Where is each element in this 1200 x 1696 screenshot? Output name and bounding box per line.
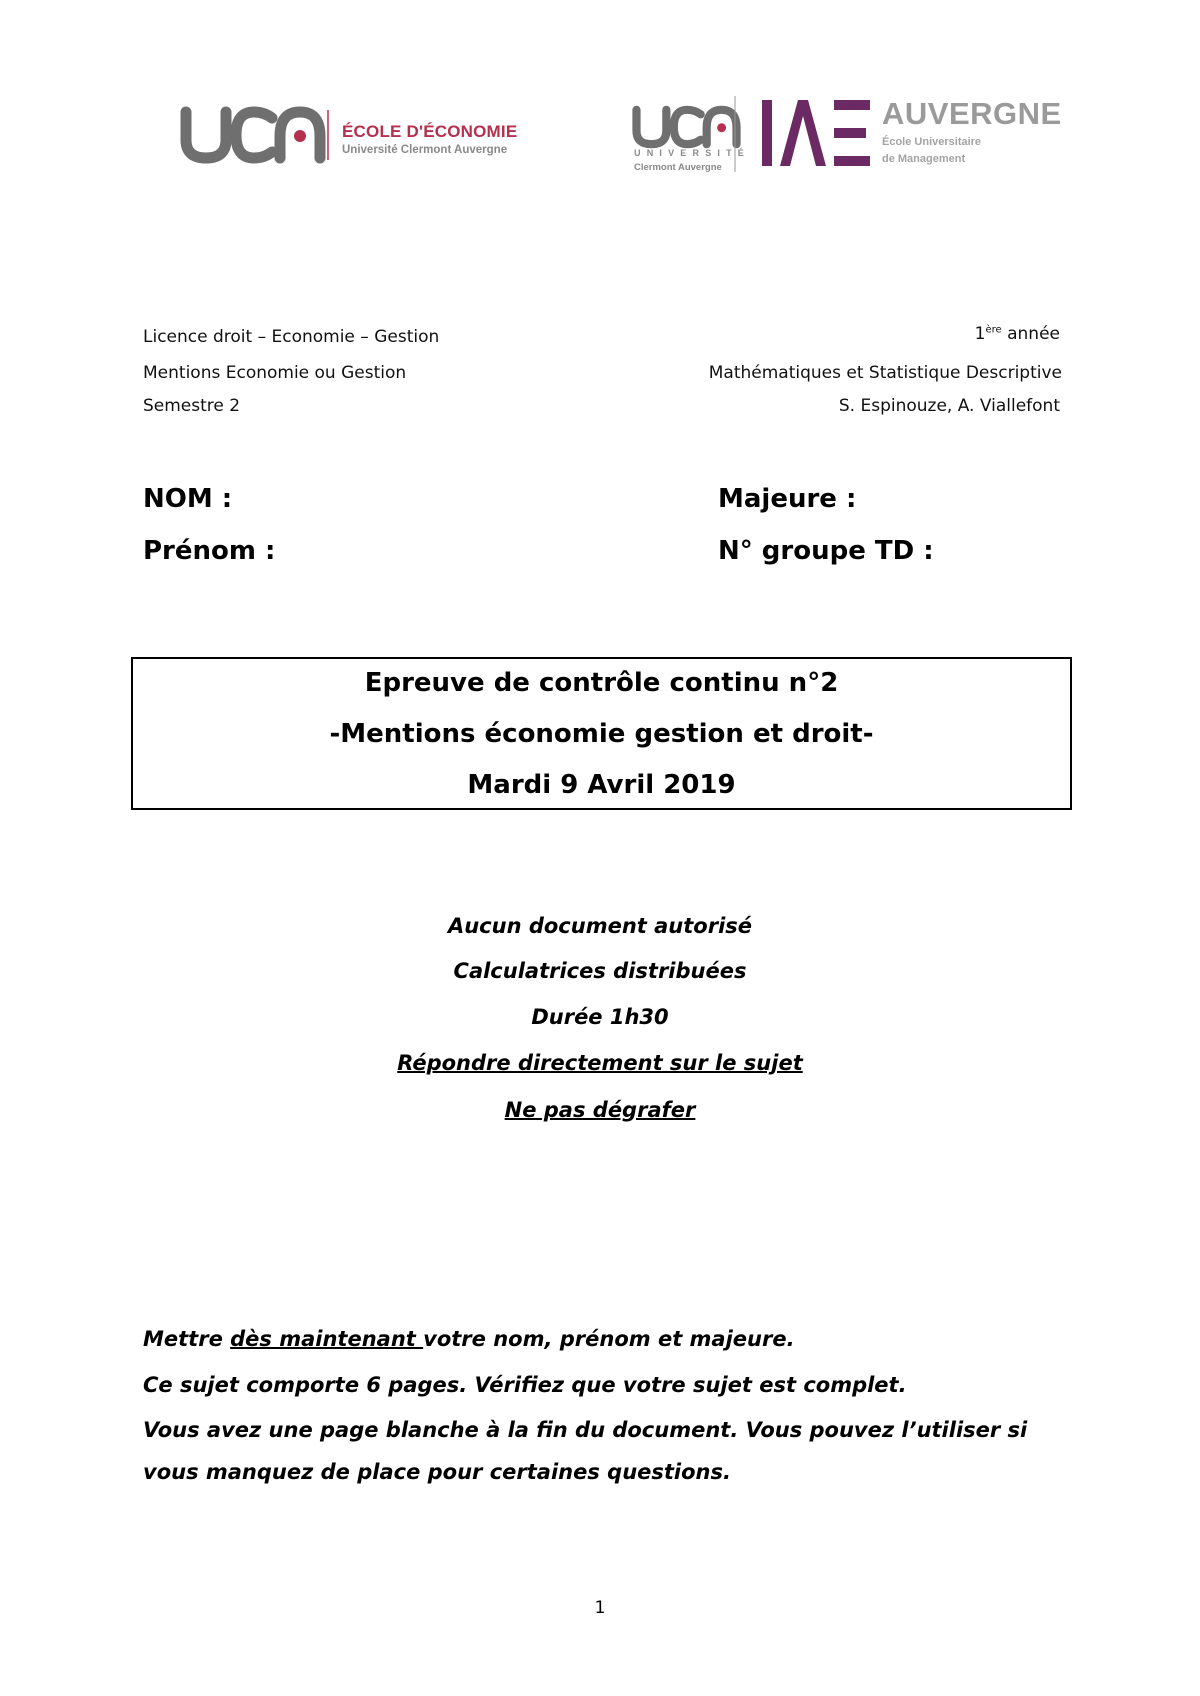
instruction-no-document: Aucun document autorisé [447, 914, 753, 938]
exam-title-box [131, 657, 1072, 810]
ecole-economie-logo [180, 100, 540, 170]
notice-line-1-post: votre nom, prénom et majeure. [423, 1327, 795, 1351]
notice-line-4: vous manquez de place pour certaines questions. [143, 1460, 731, 1484]
iae-mark-icon [762, 100, 872, 166]
notice-line-3: Vous avez une page blanche à la fin du document. Vous pouvez l’utiliser si [143, 1418, 1028, 1442]
notice-line-1 [143, 1327, 795, 1351]
nom-label: NOM : [143, 484, 233, 514]
instruction-no-unstaple-text: Ne pas dégrafer [504, 1098, 696, 1122]
auvergne-label: AUVERGNE [882, 96, 1062, 131]
universite-label: UNIVERSITÉ [634, 148, 751, 158]
exam-title: Epreuve de contrôle continu n°2 [364, 668, 839, 698]
instruction-no-unstaple [0, 1098, 1200, 1122]
exam-mentions: -Mentions économie gestion et droit- [329, 719, 874, 749]
groupe-td-label: N° groupe TD : [718, 536, 934, 566]
ecole-economie-subtitle: Université Clermont Auvergne [342, 144, 508, 156]
annee-line [975, 324, 1060, 344]
instruction-duration: Durée 1h30 [531, 1005, 669, 1029]
licence-line: Licence droit – Economie – Gestion [143, 327, 440, 347]
page-number: 1 [594, 1598, 606, 1618]
instruction-calculators: Calculatrices distribuées [453, 959, 747, 983]
notice-line-2: Ce sujet comporte 6 pages. Vérifiez que votre sujet est complet. [143, 1373, 907, 1397]
ecole-universitaire-line2: de Management [882, 153, 966, 165]
notice-line-1-pre: Mettre [143, 1327, 231, 1351]
iae-auvergne-logo [632, 90, 1062, 180]
course-line: Mathématiques et Statistique Descriptive [708, 363, 1062, 383]
prenom-label: Prénom : [143, 536, 276, 566]
exam-date: Mardi 9 Avril 2019 [467, 770, 736, 800]
ecole-economie-title: ÉCOLE D'ÉCONOMIE [342, 122, 518, 141]
annee-number: 1 [974, 324, 986, 344]
logo-divider [734, 96, 736, 172]
semestre-line: Semestre 2 [143, 396, 241, 416]
ecole-universitaire-label [882, 134, 981, 168]
teachers-line: S. Espinouze, A. Viallefont [838, 396, 1060, 416]
notice-line-1-underlined: dès maintenant [230, 1327, 424, 1351]
annee-word: année [1001, 324, 1060, 344]
instruction-answer-on-sheet [0, 1051, 1200, 1075]
clermont-auvergne-label: Clermont Auvergne [634, 162, 722, 173]
instruction-answer-text: Répondre directement sur le sujet [397, 1051, 803, 1075]
ecole-universitaire-line1: École Universitaire [882, 136, 982, 148]
annee-superscript: ère [985, 324, 1002, 336]
uca-logo-icon [180, 100, 330, 170]
majeure-label: Majeure : [718, 484, 857, 514]
mentions-line: Mentions Economie ou Gestion [143, 363, 407, 383]
